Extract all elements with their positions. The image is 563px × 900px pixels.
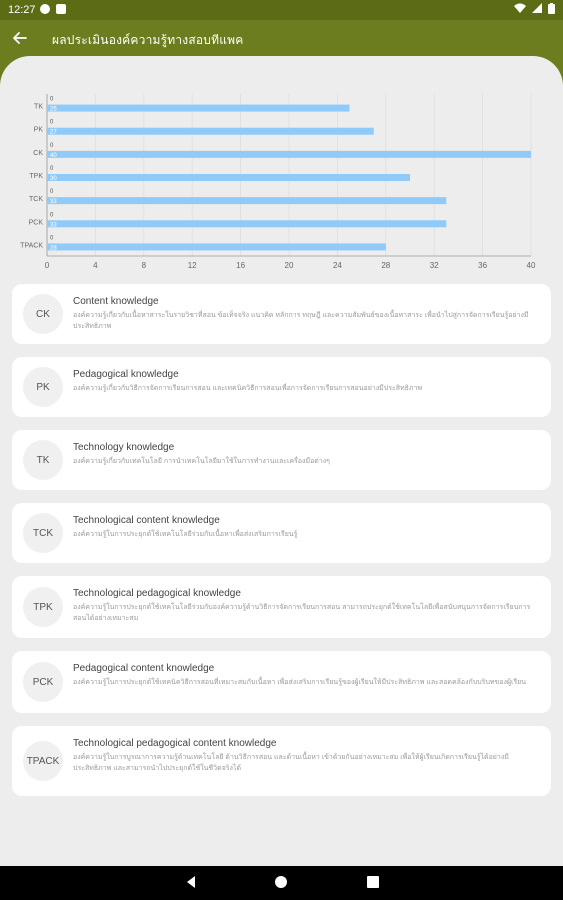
card-description: องค์ความรู้ในการประยุกต์ใช้เทคนิควิธีการสอนที่เหมาะสมกับเนื้อหา เพื่อส่งเสริมการเรียนรู้ของผู้เรียนให้มีประสิทธิภาพ และสอดคล้องกับบริบทของผู้เรียน <box>73 679 527 686</box>
bar-series-2 <box>47 243 386 250</box>
system-nav-bar <box>0 866 563 900</box>
knowledge-card-tck[interactable] <box>12 503 551 563</box>
back-arrow-icon[interactable] <box>10 28 30 48</box>
card-badge: PK <box>23 367 63 407</box>
data-label: 0 <box>50 142 54 149</box>
card-title: Technology knowledge <box>73 442 175 453</box>
x-tick-label: 24 <box>332 261 342 270</box>
card-badge: PCK <box>23 662 63 702</box>
knowledge-card-pk[interactable] <box>12 357 551 417</box>
card-title: Technological content knowledge <box>73 515 220 526</box>
data-label: 27 <box>50 129 57 136</box>
status-bar <box>0 0 563 20</box>
signal-icon <box>532 3 542 14</box>
card-badge: TK <box>23 440 63 480</box>
y-tick-label: CK <box>33 149 43 157</box>
bar-series-2 <box>47 105 350 112</box>
notification-icon <box>40 4 50 14</box>
app-bar <box>0 20 563 56</box>
x-tick-label: 16 <box>236 261 246 270</box>
card-description: องค์ความรู้ในการบูรณาการความรู้ด้านเทคโนโลยี ด้านวิธีการสอน และด้านเนื้อหา เข้าด้วยกันอย่างเหมาะสม เพื่อให้ผู้เรียนเกิดการเรียนรู้ได้อย่างมีประสิทธิภาพ และสามารถนำไปประยุกต์ใช้ในชีวิตจริงได้ <box>73 754 509 772</box>
storage-icon <box>56 4 66 14</box>
data-label: 33 <box>50 222 57 229</box>
knowledge-card-ck[interactable] <box>12 284 551 344</box>
y-tick-label: TCK <box>29 196 43 204</box>
knowledge-card-pck[interactable] <box>12 651 551 713</box>
page-title: ผลประเมินองค์ความรู้ทางสอบทีแพค <box>52 33 244 47</box>
card-description: องค์ความรู้ในการประยุกต์ใช้เทคโนโลยีร่วมกับองค์ความรู้ด้านวิธีการจัดการเรียนการสอน สามารถประยุกต์ใช้เทคโนโลยีเพื่อสนับสนุนการจัดการเรียนการสอนได้อย่างเหมาะสม <box>73 604 531 622</box>
y-tick-label: TPACK <box>20 242 43 250</box>
y-tick-label: TPK <box>29 173 43 180</box>
data-label: 0 <box>50 166 54 172</box>
data-label: 30 <box>50 176 57 182</box>
y-tick-label: TK <box>34 103 43 111</box>
data-label: 40 <box>50 152 57 159</box>
x-tick-label: 32 <box>429 261 439 270</box>
card-badge: TPK <box>23 587 63 627</box>
knowledge-card-tpk[interactable] <box>12 576 551 638</box>
nav-home-icon[interactable] <box>274 875 288 889</box>
battery-icon <box>548 3 555 14</box>
nav-recents-icon[interactable] <box>366 875 380 889</box>
status-time: 12:27 <box>8 4 36 16</box>
x-tick-label: 0 <box>44 261 50 270</box>
card-description: องค์ความรู้เกี่ยวกับวิธีการจัดการเรียนการสอน และเทคนิควิธีการสอนเพื่อการจัดการเรียนการสอนอย่างมีประสิทธิภาพ <box>73 385 423 392</box>
card-badge: CK <box>23 294 63 334</box>
card-title: Technological pedagogical content knowledge <box>73 738 277 749</box>
x-tick-label: 36 <box>478 261 488 270</box>
card-description: องค์ความรู้เกี่ยวกับเทคโนโลยี การนำเทคโนโลยีมาใช้ในการทำงานและเครื่องมือต่างๆ <box>73 458 330 465</box>
knowledge-card-tk[interactable] <box>12 430 551 490</box>
data-label: 25 <box>50 106 57 113</box>
x-tick-label: 20 <box>284 261 294 270</box>
bar-series-2 <box>47 174 410 181</box>
card-badge: TCK <box>23 513 63 553</box>
data-label: 28 <box>50 245 57 252</box>
bar-series-2 <box>47 197 446 204</box>
knowledge-card-list <box>12 284 551 809</box>
x-tick-label: 12 <box>187 261 197 270</box>
card-badge: TPACK <box>23 741 63 781</box>
card-title: Technological pedagogical knowledge <box>73 588 241 599</box>
x-tick-label: 28 <box>381 261 391 270</box>
x-tick-label: 4 <box>93 261 98 270</box>
bar-series-2 <box>47 128 374 135</box>
nav-back-icon[interactable] <box>184 875 198 889</box>
data-label: 0 <box>50 119 54 126</box>
data-label: 0 <box>50 189 54 196</box>
knowledge-card-tpack[interactable] <box>12 726 551 796</box>
card-description: องค์ความรู้เกี่ยวกับเนื้อหาสาระในรายวิชาที่สอน ข้อเท็จจริง แนวคิด หลักการ ทฤษฎี และความสัมพันธ์ของเนื้อหาสาระ เพื่อนำไปสู่การจัดการเรียนรู้อย่างมีประสิทธิภาพ <box>73 312 529 330</box>
bar-series-2 <box>47 151 531 158</box>
data-label: 0 <box>50 212 54 219</box>
data-label: 0 <box>50 96 54 103</box>
card-title: Pedagogical content knowledge <box>73 663 215 674</box>
card-title: Pedagogical knowledge <box>73 369 179 380</box>
card-title: Content knowledge <box>73 296 159 307</box>
card-description: องค์ความรู้ในการประยุกต์ใช้เทคโนโลยีร่วมกับเนื้อหาเพื่อส่งเสริมการเรียนรู้ <box>73 531 298 538</box>
data-label: 0 <box>50 235 54 242</box>
x-tick-label: 40 <box>526 261 536 270</box>
wifi-icon <box>514 3 526 14</box>
y-tick-label: PK <box>33 126 43 134</box>
status-icons <box>514 3 555 14</box>
y-tick-label: PCK <box>28 219 43 227</box>
bar-chart <box>0 86 563 276</box>
data-label: 33 <box>50 199 57 206</box>
bar-series-2 <box>47 220 446 227</box>
x-tick-label: 8 <box>141 261 147 270</box>
content-sheet <box>0 56 563 866</box>
